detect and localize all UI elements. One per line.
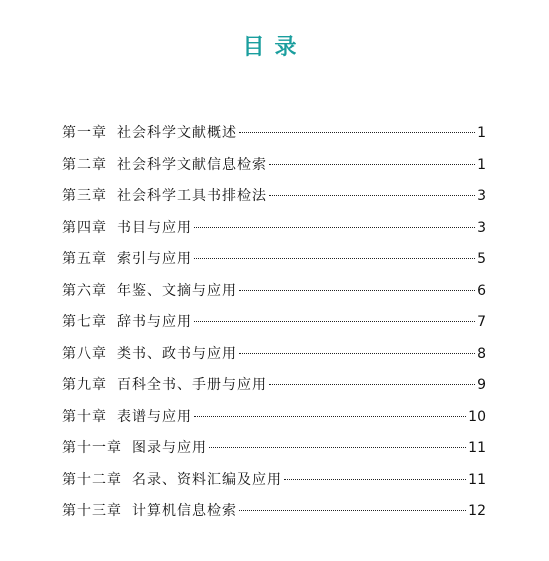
toc-entry[interactable] <box>62 213 486 245</box>
page-number: 10 <box>468 408 486 425</box>
chapter-number: 第十三章 <box>62 503 122 519</box>
dot-leader <box>194 416 466 417</box>
toc-list <box>62 118 486 528</box>
page-number: 1 <box>477 125 486 141</box>
chapter-number: 第七章 <box>62 314 107 330</box>
chapter-title: 社会科学文献概述 <box>117 125 237 141</box>
dot-leader <box>269 164 475 165</box>
dot-leader <box>209 447 466 448</box>
page-number: 7 <box>477 314 486 330</box>
toc-entry[interactable] <box>62 181 486 213</box>
chapter-number: 第三章 <box>62 188 107 204</box>
chapter-number: 第九章 <box>62 377 107 393</box>
toc-entry[interactable] <box>62 339 486 371</box>
toc-entry[interactable] <box>62 307 486 339</box>
dot-leader <box>194 321 475 322</box>
chapter-number: 第五章 <box>62 251 107 267</box>
chapter-title: 类书、政书与应用 <box>117 345 237 362</box>
chapter-title: 表谱与应用 <box>117 408 192 425</box>
page-number: 3 <box>477 219 486 236</box>
dot-leader <box>239 290 475 291</box>
chapter-title: 书目与应用 <box>117 219 192 236</box>
toc-entry[interactable] <box>62 496 486 528</box>
chapter-title: 社会科学文献信息检索 <box>117 156 267 173</box>
page-number: 1 <box>477 156 486 173</box>
toc-entry[interactable] <box>62 118 486 150</box>
chapter-number: 第二章 <box>62 156 107 173</box>
dot-leader <box>194 227 475 228</box>
chapter-title: 计算机信息检索 <box>132 503 237 519</box>
chapter-title: 索引与应用 <box>117 251 192 267</box>
page-number: 5 <box>477 251 486 267</box>
toc-entry[interactable] <box>62 433 486 465</box>
chapter-title: 名录、资料汇编及应用 <box>132 471 282 488</box>
dot-leader <box>239 510 466 511</box>
chapter-number: 第一章 <box>62 125 107 141</box>
toc-entry[interactable] <box>62 402 486 434</box>
dot-leader <box>269 195 475 196</box>
dot-leader <box>284 479 466 480</box>
page-number: 8 <box>477 345 486 362</box>
page-number: 9 <box>477 377 486 393</box>
chapter-title: 社会科学工具书排检法 <box>117 188 267 204</box>
page-number: 12 <box>468 503 486 519</box>
chapter-number: 第四章 <box>62 219 107 236</box>
chapter-title: 百科全书、手册与应用 <box>117 377 267 393</box>
chapter-title: 图录与应用 <box>132 440 207 456</box>
chapter-number: 第十章 <box>62 408 107 425</box>
toc-entry[interactable] <box>62 276 486 308</box>
dot-leader <box>239 132 475 133</box>
chapter-title: 年鉴、文摘与应用 <box>117 282 237 299</box>
dot-leader <box>239 353 475 354</box>
chapter-number: 第八章 <box>62 345 107 362</box>
toc-entry[interactable] <box>62 150 486 182</box>
toc-entry[interactable] <box>62 370 486 402</box>
dot-leader <box>194 258 475 259</box>
chapter-number: 第十二章 <box>62 471 122 488</box>
dot-leader <box>269 384 475 385</box>
page-number: 11 <box>468 440 486 456</box>
chapter-number: 第六章 <box>62 282 107 299</box>
page-number: 3 <box>477 188 486 204</box>
toc-entry[interactable] <box>62 244 486 276</box>
toc-entry[interactable] <box>62 465 486 497</box>
chapter-title: 辞书与应用 <box>117 314 192 330</box>
chapter-number: 第十一章 <box>62 440 122 456</box>
page-number: 6 <box>477 282 486 299</box>
toc-title: 目录 <box>242 35 307 60</box>
page-number: 11 <box>468 471 486 488</box>
